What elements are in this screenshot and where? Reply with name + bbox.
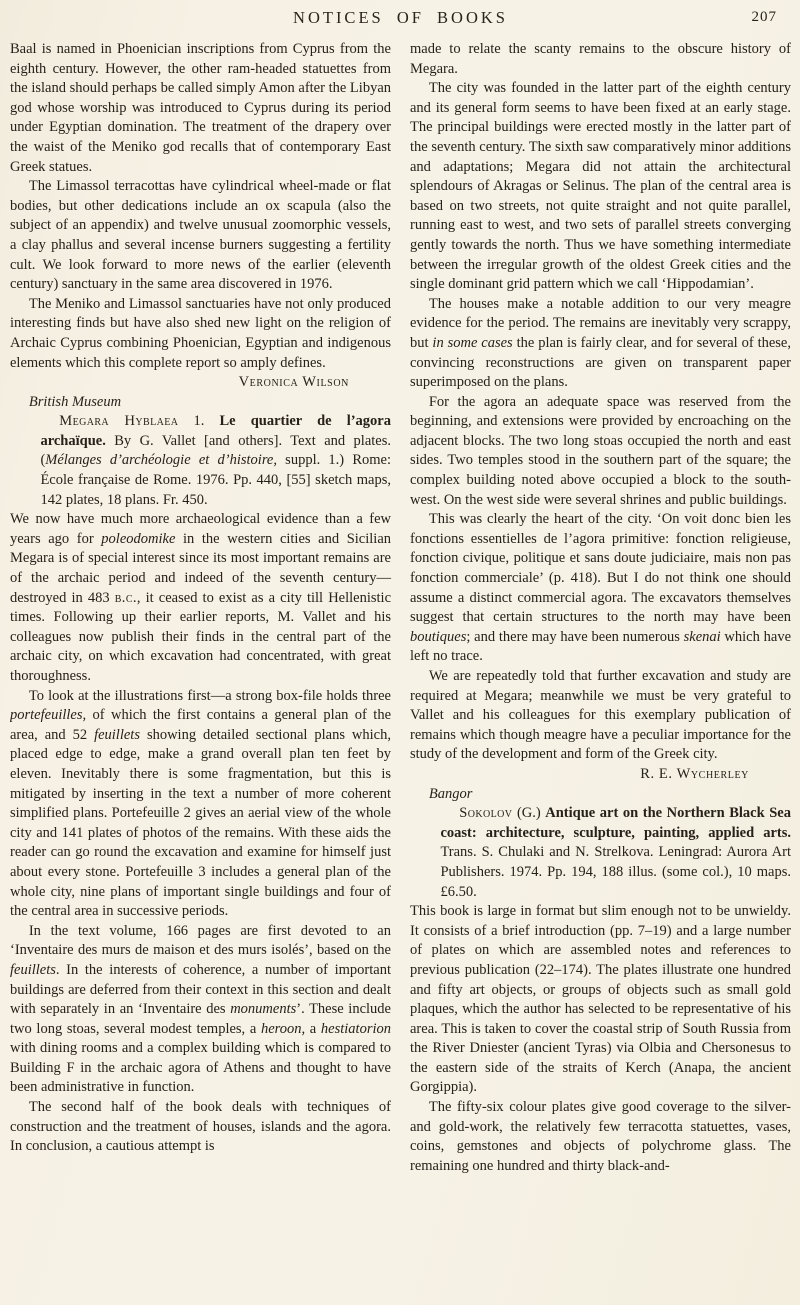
review-paragraph: The Meniko and Limassol sanctuaries have not only produced interesting finds but have also shed new light on the religion of Archaic Cyprus combining Phoenician, Egyptian and indigenous elements which this complete report so amply defines. [10, 295, 391, 371]
text-columns [10, 40, 791, 1302]
review-paragraph: The houses make a notable addition to our very meagre evidence for the period. The remains are inevitably very scrappy, but in some cases the plan is fairly clear, and for several of these, convincing reconstructions are given on transparent paper superimposed on the plans. [410, 295, 791, 391]
reviewer-signature: Veronica Wilson [238, 374, 349, 391]
left-column [10, 40, 391, 1302]
review-paragraph: made to relate the scanty remains to the obscure history of Megara. [410, 41, 791, 77]
review-paragraph: The Limassol terracottas have cylindrical wheel-made or flat bodies, but other dedications include an ox scapula (also the subject of an appendix) and twelve unusual zoomorphic vessels, a clay phallus and several incense burners suggesting a fertility cult. We look forward to more news of the earlier (eleventh century) sanctuary in the same area discovered in 1976. [10, 178, 391, 293]
review-paragraph: To look at the illustrations first—a strong box-file holds three portefeuilles, of which the first contains a general plan of the area, and 52 feuillets showing detailed sectional plans which, placed edge to edge, make a grand overall plan ten feet by eleven. Inevitably there is some fragmentation, but this is mitigated by inserting in the text a number of more coherent simplified plans. Portefeuille 2 gives an aerial view of the whole city and 141 plates of photos of the remains. With these aids the reader can go round the excavation and examine for himself just about every stone. Portefeuille 3 includes a general plan of the whole city, nine plans of important single buildings and four of the central area in successive periods. [10, 687, 391, 920]
review-paragraph: This book is large in format but slim enough not to be unwieldy. It consists of a brief introduction (pp. 7–19) and a large number of plates on which are assembled notes and references to previous publication (22–174). The plates illustrate one hundred and fifty art objects, or groups of objects such as small gold plaques, which the author has selected to be representative of his area. This is taken to cover the coastal strip of South Russia from the River Dniester (ancient Tyras) via Olbia and Chersonesus to the eastern side of the straits of Kerch (Anapa, the ancient Gorgippia). [410, 903, 791, 1096]
review-paragraph: Baal is named in Phoenician inscriptions from Cyprus from the eighth century. However, the other ram-headed statuettes from the island should perhaps be called simply Amon after the Libyan god whose worship was introduced to Cyprus during its period under Egyptian domination. The treatment of the drapery over the waist of the Meniko god recalls that of contemporary East Greek statues. [10, 41, 391, 175]
running-head [10, 8, 791, 34]
reviewer-signature: R. E. Wycherley [640, 765, 749, 782]
review-paragraph: We now have much more archaeological evidence than a few years ago for poleodomike in the western cities and Sicilian Megara is of special interest since its most important remains are of the archaic period and indeed of the seventh century—destroyed in 483 b.c., it ceased to exist as a city till Hellenistic times. Following up their earlier reports, M. Vallet and his colleagues now publish their finds in the central part of the archaic city, on which excavation had concentrated, with great thoroughness. [10, 511, 392, 684]
reviewer-affiliation: Bangor [428, 785, 473, 802]
right-column [410, 40, 791, 1302]
review-paragraph: For the agora an adequate space was reserved from the beginning, and extensions were provided by encroaching on the adjacent blocks. The two long stoas occupied the north and east sides. Two temples stood in the southern part of the square; the complex building noted above occupied a block to the south-west. On the west side were several shrines and public buildings. [410, 393, 791, 508]
review-paragraph: We are repeatedly told that further excavation and study are required at Megara; meanwhile we must be very grateful to Vallet and his colleagues for this exemplary publication of remains which though meagre have a peculiar importance for the study of the development and form of the Greek city. [410, 668, 791, 763]
review-paragraph: In the text volume, 166 pages are first devoted to an ‘Inventaire des murs de maison et des murs isolés’, based on the feuillets. In the interests of coherence, a number of important buildings are deferred from their context in this section and dealt with separately in an ‘Inventaire des monuments’. These include two long stoas, several modest temples, a heroon, a hestiatorion with dining rooms and a complex building which is compared to Building F in the archaic agora of Athens and thought to have been administrative in function. [10, 922, 391, 1096]
page-title: NOTICES OF BOOKS [293, 8, 508, 27]
book-citation: Megara Hyblaea 1. Le quartier de l’agora archaïque. By G. Vallet [and others]. Text and plates. (Mélanges d’archéologie et d’histoire, suppl. 1.) Rome: École française de Rome. 1976. Pp. 440, [55] sketch maps, 142 plates, 18 plans. Fr. 450. [40, 413, 391, 508]
review-paragraph: This was clearly the heart of the city. ‘On voit donc bien les fonctions essentielles de l’agora primitive: fonction religieuse, fonction civique, politique et sans doute judiciaire, mais non pas fonction commerciale’ (p. 418). But I do not think one should assume a distinct commercial agora. The excavators themselves suggest that certain structures to the north may have been boutiques; and there may have been numerous skenai which have left no trace. [410, 511, 791, 665]
review-paragraph: The fifty-six colour plates give good coverage to the silver- and gold-work, the relatively few terracotta statuettes, vases, coins, gemstones and objects of polychrome glass. The remaining one hundred and thirty black-and- [410, 1099, 791, 1174]
reviewer-affiliation: British Museum [28, 393, 122, 410]
page-number: 207 [751, 9, 777, 25]
review-paragraph: The second half of the book deals with techniques of construction and the treatment of houses, islands and the agora. In conclusion, a cautious attempt is [10, 1099, 391, 1155]
review-paragraph: The city was founded in the latter part of the eighth century and its general form seems to have been fixed at an early stage. The principal buildings were erected mostly in the latter part of the seventh century. The sixth saw comparatively minor additions and adaptations; Megara did not attain the architectural splendours of Akragas or Selinus. The plan of the central area is based on two streets, not quite straight and not quite parallel, running east to west, and two sets of parallel streets converging gently towards the north. Thus we have something intermediate between the irregular growth of the oldest Greek cities and the single dominant grid pattern which we call ‘Hippodamian’. [410, 80, 791, 293]
book-citation: Sokolov (G.) Antique art on the Northern Black Sea coast: architecture, sculpture, painting, applied arts. Trans. S. Chulaki and N. Strelkova. Leningrad: Aurora Art Publishers. 1974. Pp. 194, 188 illus. (some col.), 10 maps. £6.50. [440, 805, 791, 900]
